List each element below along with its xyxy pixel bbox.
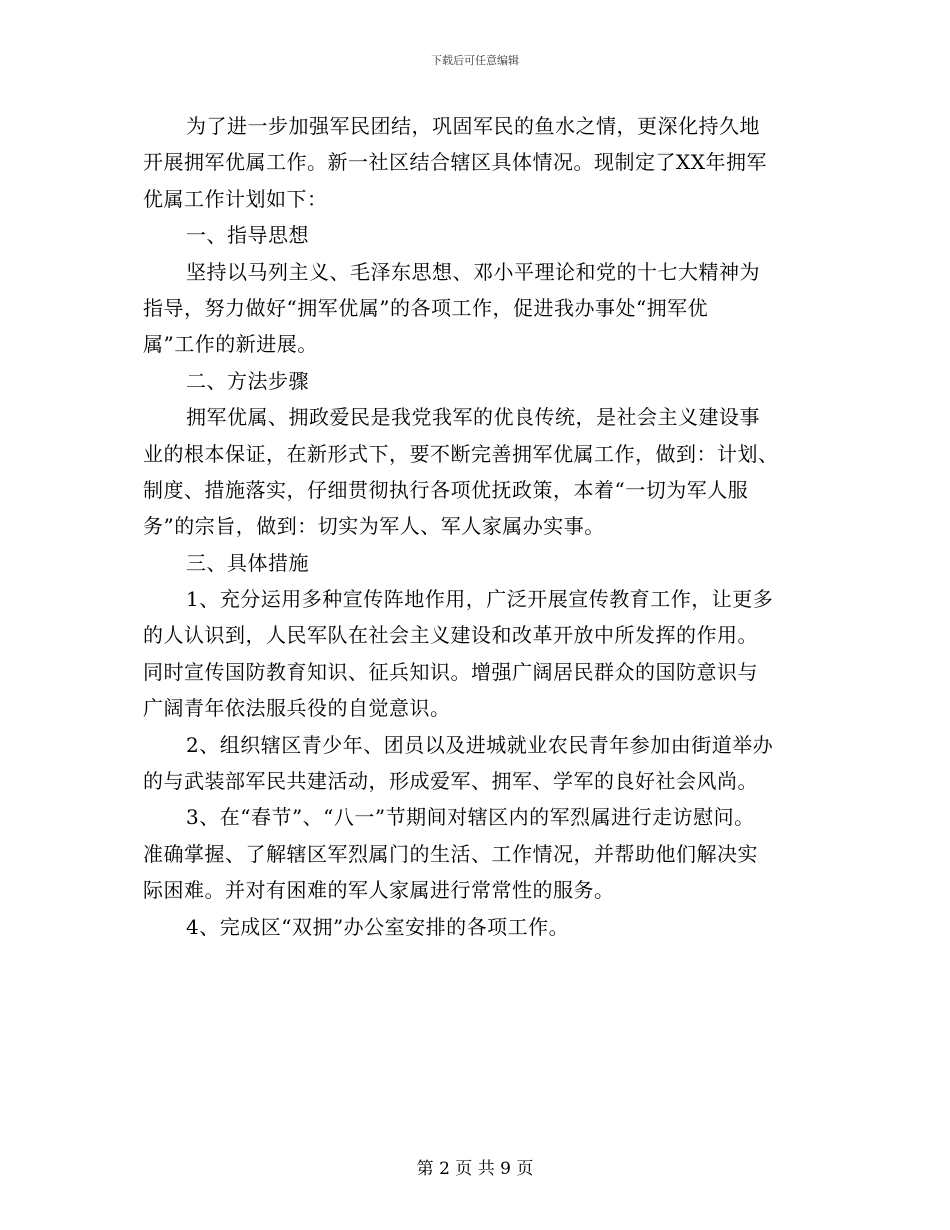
text-line: 4、完成区“双拥”办公室安排的各项工作。 — [186, 914, 570, 939]
text-line: 属”工作的新进展。 — [143, 332, 318, 357]
text-line: 广阔青年依法服兵役的自觉意识。 — [143, 696, 451, 721]
document-body — [143, 108, 808, 945]
text-line: 优属工作计划如下： — [143, 186, 328, 211]
text-line: 坚持以马列主义、毛泽东思想、邓小平理论和党的十七大精神为 — [186, 259, 760, 284]
text-line: 制度、措施落实，仔细贯彻执行各项优抚政策，本着“一切为军人服 — [143, 477, 749, 502]
text-line: 2、组织辖区青少年、团员以及进城就业农民青年参加由街道举办 — [186, 732, 774, 757]
text-line: 的与武装部军民共建活动，形成爱军、拥军、学军的良好社会风尚。 — [143, 769, 758, 794]
text-line: 的人认识到，人民军队在社会主义建设和改革开放中所发挥的作用。 — [143, 623, 758, 648]
text-line: 际困难。并对有困难的军人家属进行常常性的服务。 — [143, 878, 615, 903]
text-line: 务”的宗旨，做到：切实为军人、军人家属办实事。 — [143, 514, 605, 539]
text-line: 一、指导思想 — [186, 223, 309, 248]
text-line: 3、在“春节”、“八一”节期间对辖区内的军烈属进行走访慰问。 — [186, 805, 755, 830]
text-line: 为了进一步加强军民团结，巩固军民的鱼水之情，更深化持久地 — [186, 114, 760, 138]
page-footer: 第 2 页 共 9 页 — [416, 1159, 534, 1179]
text-line: 1、充分运用多种宣传阵地作用，广泛开展宣传教育工作，让更多 — [186, 587, 774, 612]
text-line: 指导，努力做好“拥军优属”的各项工作，促进我办事处“拥军优 — [143, 295, 709, 320]
page-header: 下载后可任意编辑 — [431, 54, 519, 67]
text-line: 准确掌握、了解辖区军烈属门的生活、工作情况，并帮助他们解决实 — [143, 841, 758, 866]
text-line: 业的根本保证，在新形式下，要不断完善拥军优属工作，做到：计划、 — [143, 441, 779, 466]
text-line: 开展拥军优属工作。新一社区结合辖区具体情况。现制定了XX年拥军 — [143, 150, 767, 175]
text-line: 二、方法步骤 — [186, 368, 309, 393]
text-line: 同时宣传国防教育知识、征兵知识。增强广阔居民群众的国防意识与 — [143, 659, 758, 684]
text-line: 三、具体措施 — [186, 550, 309, 575]
text-line: 拥军优属、拥政爱民是我党我军的优良传统，是社会主义建设事 — [186, 405, 760, 430]
